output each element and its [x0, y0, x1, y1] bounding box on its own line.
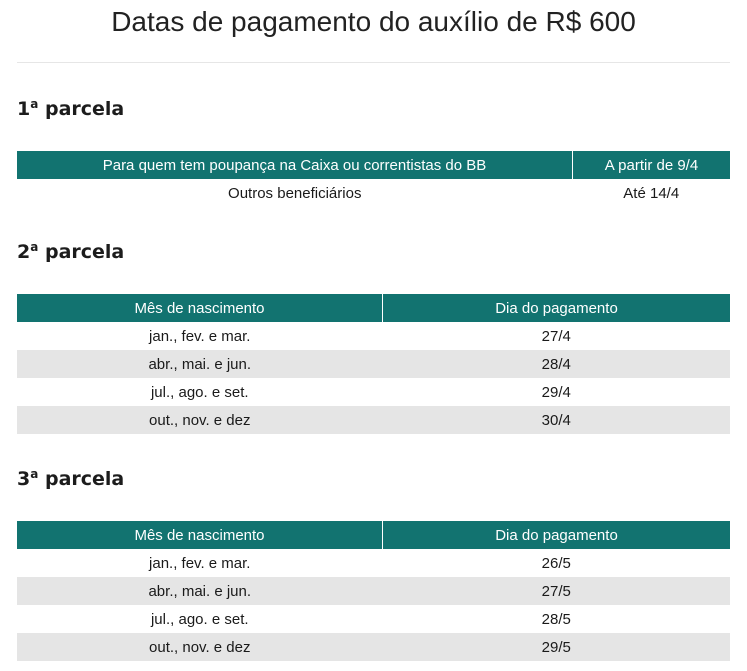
table-cell: 30/4 [383, 406, 731, 434]
title-divider [17, 62, 730, 63]
table-cell: abr., mai. e jun. [17, 577, 383, 605]
ordinal-indicator: a [30, 467, 39, 481]
column-header: A partir de 9/4 [573, 151, 731, 179]
table-row [17, 406, 730, 434]
table-cell: 29/5 [383, 633, 731, 661]
column-header: Mês de nascimento [17, 294, 383, 322]
section-label: parcela [44, 98, 125, 120]
column-header: Mês de nascimento [17, 521, 383, 549]
third-installment-table [17, 521, 730, 661]
table-header-row [17, 294, 730, 322]
table-row [17, 322, 730, 350]
table-row [17, 577, 730, 605]
table-row [17, 605, 730, 633]
section-label: parcela [44, 241, 125, 263]
section-number: 1 [17, 98, 31, 120]
table-row [17, 549, 730, 577]
table-cell: jul., ago. e set. [150, 383, 249, 401]
section-label: parcela [44, 468, 125, 490]
table-cell: abr., mai. e jun. [17, 350, 383, 378]
table-cell: out., nov. e dez [17, 406, 383, 434]
column-header: Dia do pagamento [383, 521, 731, 549]
table-cell: out., nov. e dez [17, 633, 383, 661]
table-cell: 29/4 [541, 383, 571, 401]
ordinal-indicator: a [30, 240, 39, 254]
table-row [17, 633, 730, 661]
table-cell: jul., ago. e set. [150, 610, 249, 628]
section-number: 2 [17, 241, 31, 263]
second-installment-table [17, 294, 730, 434]
section-heading-2 [17, 240, 124, 264]
section-heading-1 [17, 97, 124, 121]
table-row [17, 350, 730, 378]
table-cell: jan., fev. e mar. [149, 327, 251, 345]
ordinal-indicator: a [30, 97, 39, 111]
first-installment-table [17, 151, 730, 207]
section-heading-3 [17, 467, 124, 491]
column-header: Dia do pagamento [383, 294, 731, 322]
page-title: Datas de pagamento do auxílio de R$ 600 [111, 6, 636, 37]
table-cell: 28/4 [383, 350, 731, 378]
section-number: 3 [17, 468, 31, 490]
table-row [17, 378, 730, 406]
column-header: Para quem tem poupança na Caixa ou correntistas do BB [17, 151, 573, 179]
table-header-row [17, 151, 730, 179]
table-header-row [17, 521, 730, 549]
table-cell: 28/5 [541, 610, 571, 628]
table-cell: 27/5 [383, 577, 731, 605]
table-cell: 27/4 [541, 327, 571, 345]
table-cell: jan., fev. e mar. [149, 554, 251, 572]
table-cell: 26/5 [541, 554, 571, 572]
table-row [17, 179, 730, 207]
table-cell: Até 14/4 [623, 184, 680, 202]
table-cell: Outros beneficiários [228, 184, 362, 202]
